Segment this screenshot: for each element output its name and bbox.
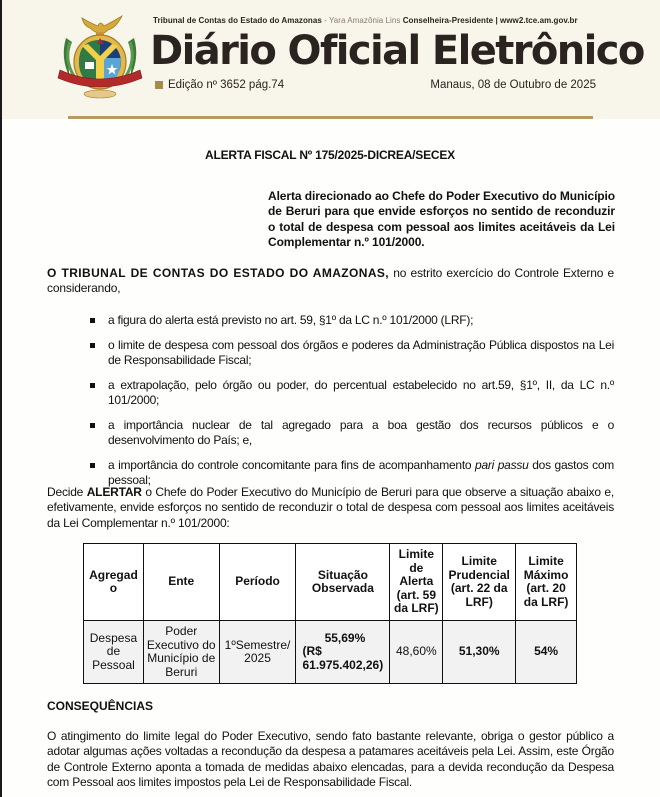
page-left-border: [0, 0, 2, 797]
masthead: [2, 0, 660, 119]
decision-paragraph: [47, 485, 614, 531]
limits-table: [83, 543, 577, 684]
list-item: a figura do alerta está previsto no art. 59, §1º da LC n.º 101/2000 (LRF);: [88, 313, 614, 328]
list-item: a importância nuclear de tal agregado para a boa gestão dos recursos públicos e o desenvolvimento do País; e,: [88, 418, 614, 449]
table-row: [84, 621, 577, 684]
situacao-percent: 55,69%: [324, 630, 366, 645]
cell-limite-maximo: 54%: [516, 621, 577, 684]
intro-paragraph: [47, 266, 614, 297]
tagline-institution: Tribunal de Contas do Estado do Amazonas: [153, 16, 322, 25]
cell-limite-prudencial: 51,30%: [443, 621, 516, 684]
header-agregado: Agregad o: [84, 544, 144, 621]
tagline-president-name: - Yara Amazônia Lins: [321, 16, 403, 25]
cell-limite-alerta: 48,60%: [390, 621, 443, 684]
decide-verb: ALERTAR: [86, 485, 142, 499]
consequencias-heading: CONSEQUÊNCIAS: [47, 699, 154, 713]
decide-rest: o Chefe do Poder Executivo do Município de Beruri para que observe a situação abaixo e, efetivamente, envide esforços no sentido de reconduzir o total de despesa com pessoal aos limites aceitáveis da Lei Complementar n.º 101/2000:: [47, 485, 614, 530]
item-text: a importância do controle concomitante para fins de acompanhamento: [108, 458, 476, 473]
intro-rest: no estrito exercício do Controle Externo e considerando,: [47, 266, 614, 296]
masthead-tagline: [153, 16, 578, 25]
header-ente: Ente: [143, 544, 219, 621]
edition-number: Edição nº 3652 pág.74: [168, 79, 285, 91]
header-periodo: Período: [219, 544, 296, 621]
intro-institution: O TRIBUNAL DE CONTAS DO ESTADO DO AMAZONAS,: [47, 266, 390, 280]
ementa: Alerta direcionado ao Chefe do Poder Executivo do Município de Beruri para que envide esforços no sentido de reconduzir o total de despesa com pessoal aos limites aceitáveis da Lei Complementar n.º 101/2000.: [268, 189, 615, 249]
coat-of-arms-logo-icon: [52, 8, 148, 104]
list-item: a extrapolação, pelo órgão ou poder, do percentual estabelecido no art.59, §1º, II, da LC n.º 101/2000;: [88, 378, 614, 409]
masthead-rule: [68, 116, 593, 119]
document-title: ALERTA FISCAL Nº 175/2025-DICREA/SECEX: [205, 148, 455, 162]
header-limite-prudencial: Limite Prudencial (art. 22 da LRF): [443, 544, 516, 621]
decide-pre: Decide: [47, 485, 87, 499]
dateline: Manaus, 08 de Outubro de 2025: [430, 79, 596, 91]
square-bullet-icon: [155, 81, 163, 89]
considerandos-list: [88, 313, 614, 498]
cell-periodo: 1ºSemestre/ 2025: [219, 621, 296, 684]
situacao-valor: (R$ 61.975.402,26): [302, 644, 384, 672]
header-limite-maximo: Limite Máximo (art. 20 da LRF): [516, 544, 577, 621]
cell-situacao: [296, 621, 390, 684]
cell-agregado: Despesa de Pessoal: [84, 621, 144, 684]
list-item: o limite de despesa com pessoal dos órgãos e poderes da Administração Pública dispostos na Lei de Responsabilidade Fiscal;: [88, 338, 614, 369]
header-situacao: Situação Observada: [296, 544, 390, 621]
item-italic: pari passu: [475, 458, 529, 473]
table-header-row: [84, 544, 577, 621]
item-text: dos gastos com pessoal;: [108, 458, 614, 488]
edition-info: [155, 79, 284, 91]
masthead-title: Diário Oficial Eletrônico: [150, 28, 644, 74]
tagline-role-url: Conselheira-Presidente | www2.tce.am.gov.br: [402, 16, 578, 25]
header-limite-alerta: Limite de Alerta (art. 59 da LRF): [390, 544, 443, 621]
consequencias-paragraph: O atingimento do limite legal do Poder Executivo, sendo fato bastante relevante, obriga o gestor público a adotar algumas ações voltadas a recondução da despesa a patamares aceitáveis pela Lei. Assim, este Órgão de Controle Externo aponta a tomada de medidas abaixo elencadas, para a devida recondução da Despesa com Pessoal aos limites impostos pela Lei de Responsabilidade Fiscal.: [47, 729, 614, 789]
cell-ente: Poder Executivo do Município de Beruri: [143, 621, 219, 684]
